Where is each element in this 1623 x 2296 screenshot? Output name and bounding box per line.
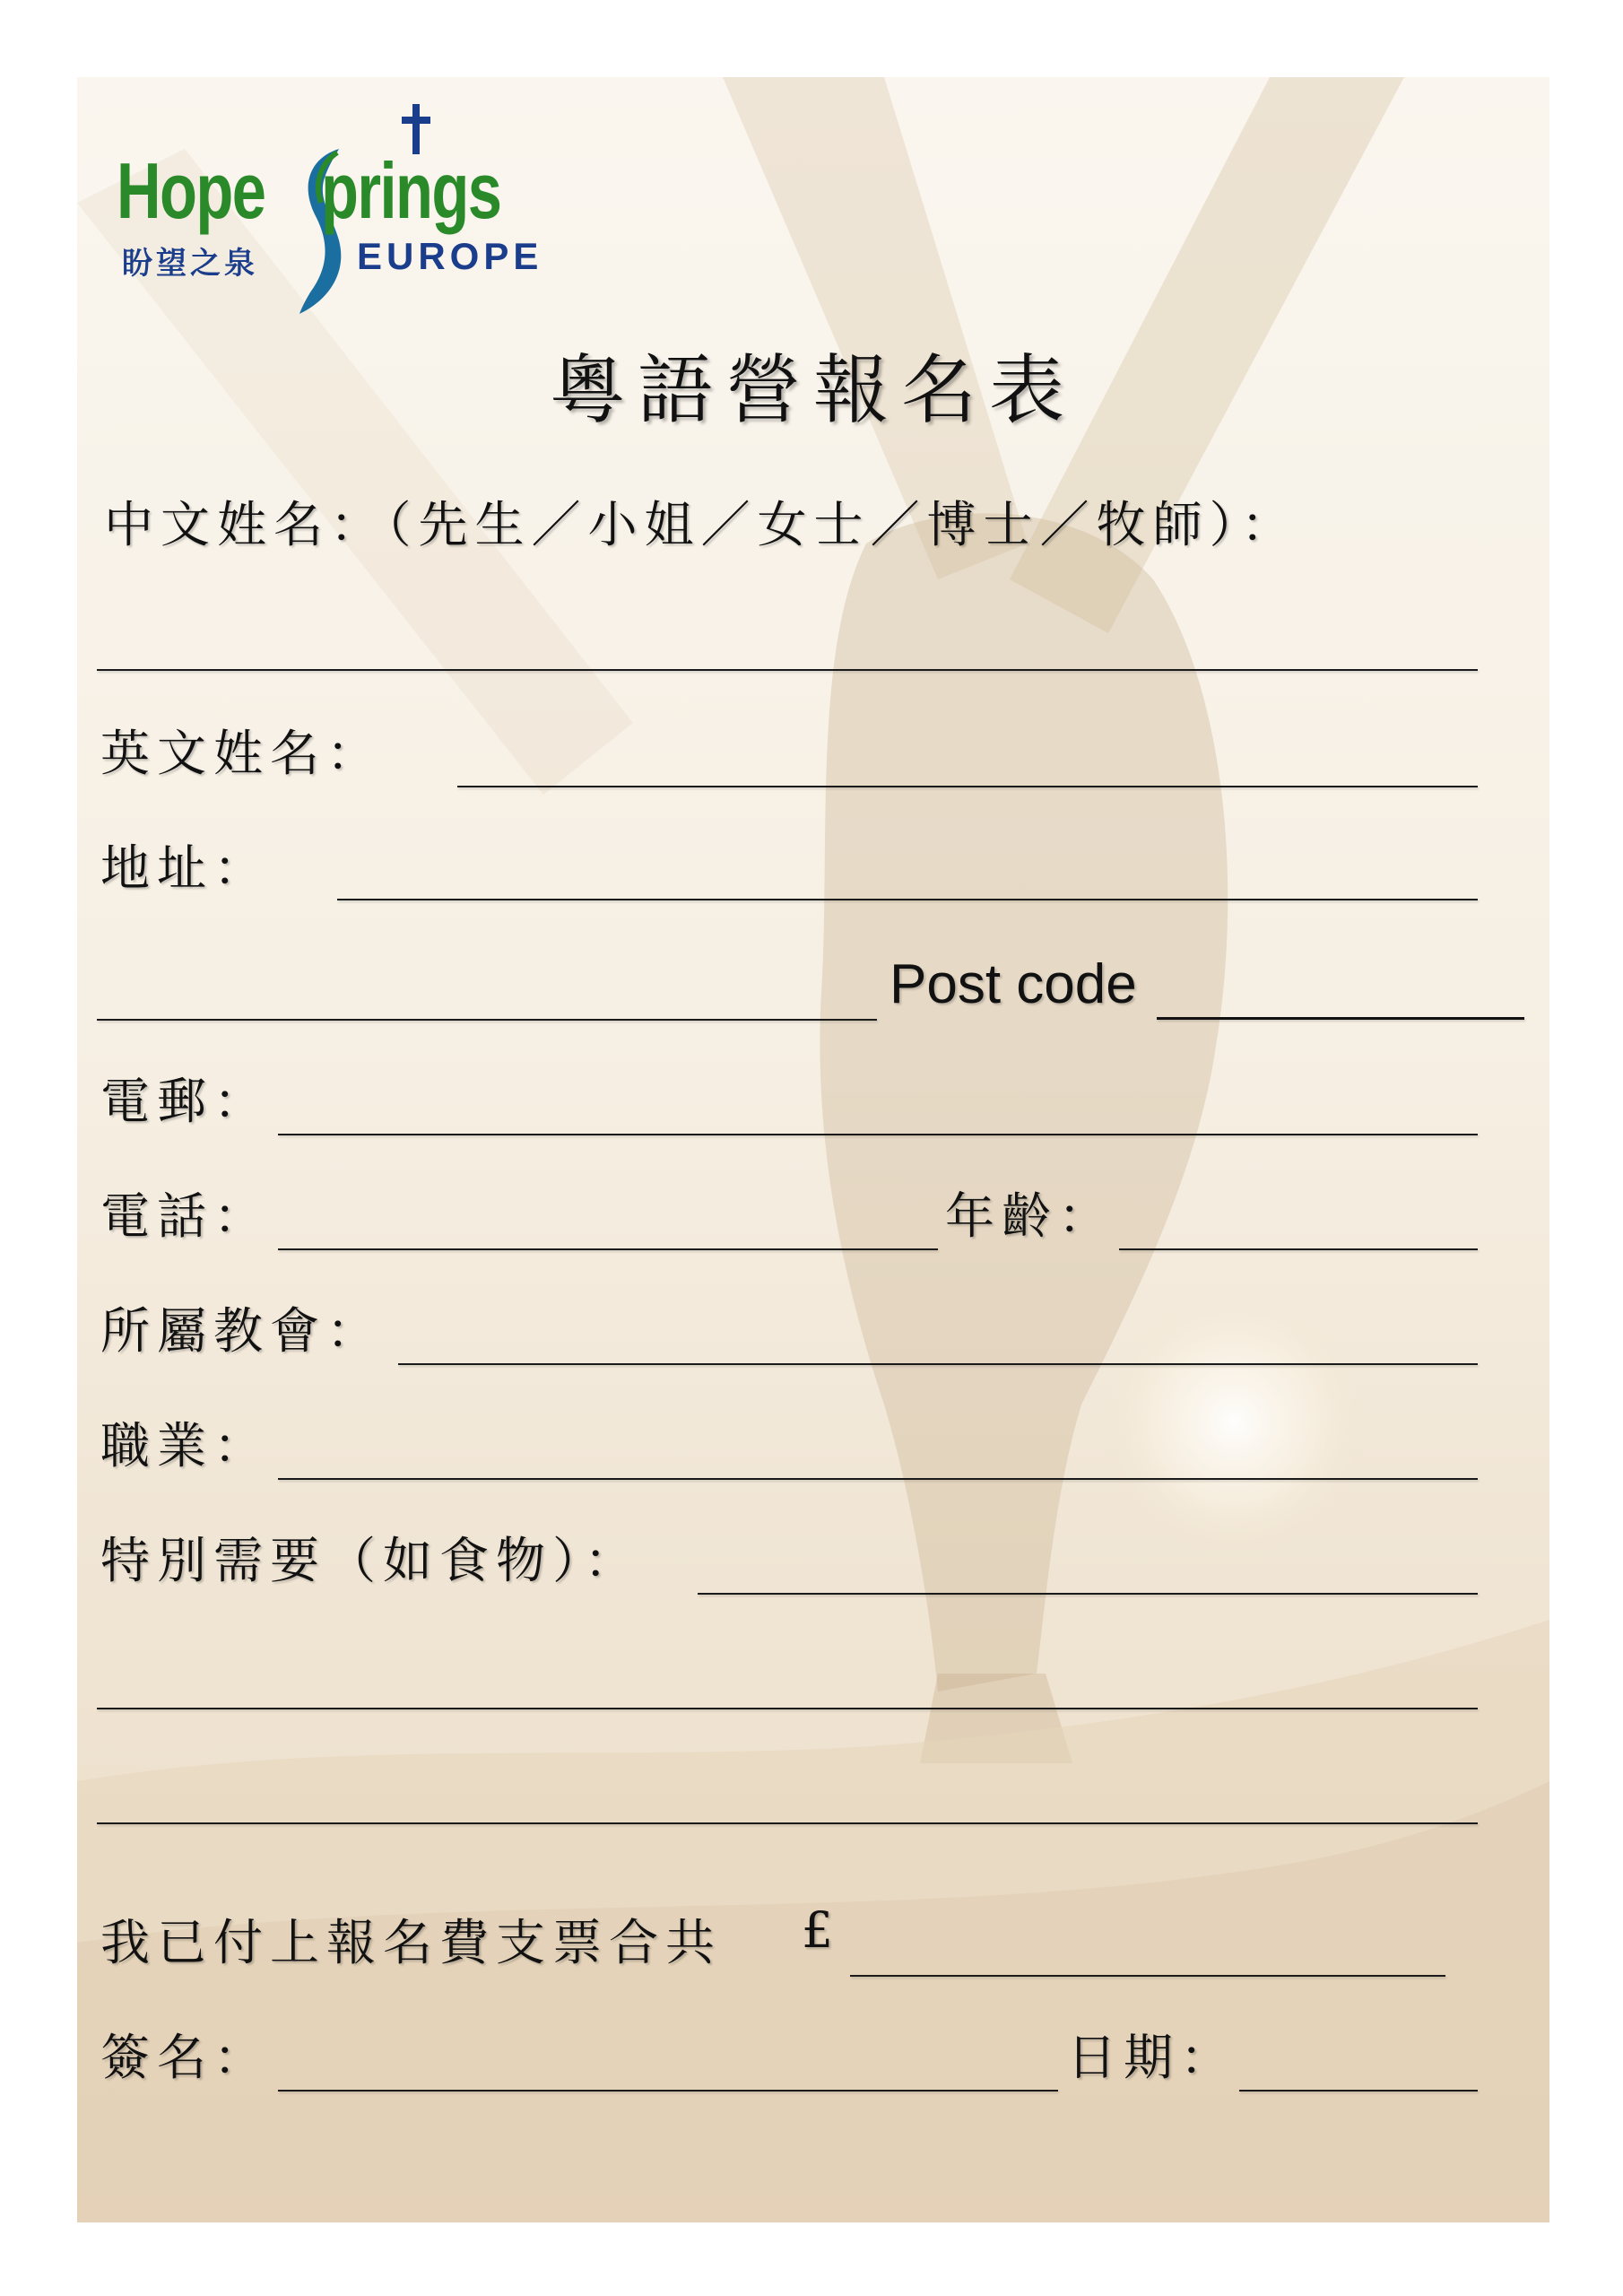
payment-amount-field[interactable] [850, 1975, 1445, 1977]
currency-symbol: £ [802, 1901, 840, 1959]
form-page [77, 77, 1549, 2222]
payment-label: 我已付上報名費支票合共 [100, 1914, 723, 1971]
logo-europe-text: EUROPE [357, 235, 543, 277]
post-code-field[interactable] [1157, 1017, 1524, 1020]
email-label: 電郵： [100, 1073, 271, 1130]
date-field[interactable] [1239, 2090, 1478, 2092]
signature-label: 簽名： [100, 2029, 271, 2086]
special-needs-field-line1[interactable] [698, 1593, 1478, 1595]
age-field[interactable] [1119, 1248, 1478, 1250]
church-field[interactable] [398, 1363, 1478, 1365]
church-label: 所屬教會： [100, 1302, 384, 1360]
date-label: 日期： [1067, 2029, 1237, 2086]
logo-hope-text: Hope [117, 146, 265, 235]
address-field-line2[interactable] [97, 1019, 877, 1021]
special-needs-label: 特別需要（如食物）： [100, 1532, 641, 1589]
post-code-label: Post code [890, 953, 1137, 1015]
logo-chinese-text: 盼望之泉 [122, 246, 258, 282]
chinese-name-label: 中文姓名：（先生／小姐／女士／博士／牧師）： [104, 496, 1298, 553]
english-name-field[interactable] [457, 786, 1478, 787]
form-title: 粵語營報名表 [549, 346, 1077, 434]
logo-prings-text: prings [321, 146, 501, 235]
occupation-field[interactable] [278, 1478, 1478, 1480]
chinese-name-field[interactable] [97, 669, 1478, 671]
email-field[interactable] [278, 1134, 1478, 1135]
hope-springs-logo [113, 104, 579, 319]
phone-field[interactable] [278, 1248, 938, 1250]
address-label: 地址： [100, 839, 271, 897]
special-needs-field-line2[interactable] [97, 1708, 1478, 1709]
english-name-label: 英文姓名： [100, 725, 384, 782]
occupation-label: 職業： [100, 1417, 271, 1474]
signature-field[interactable] [278, 2090, 1058, 2092]
address-field-line1[interactable] [337, 899, 1478, 900]
special-needs-field-line3[interactable] [97, 1822, 1478, 1824]
age-label: 年齡： [945, 1187, 1115, 1245]
phone-label: 電話： [100, 1187, 271, 1245]
